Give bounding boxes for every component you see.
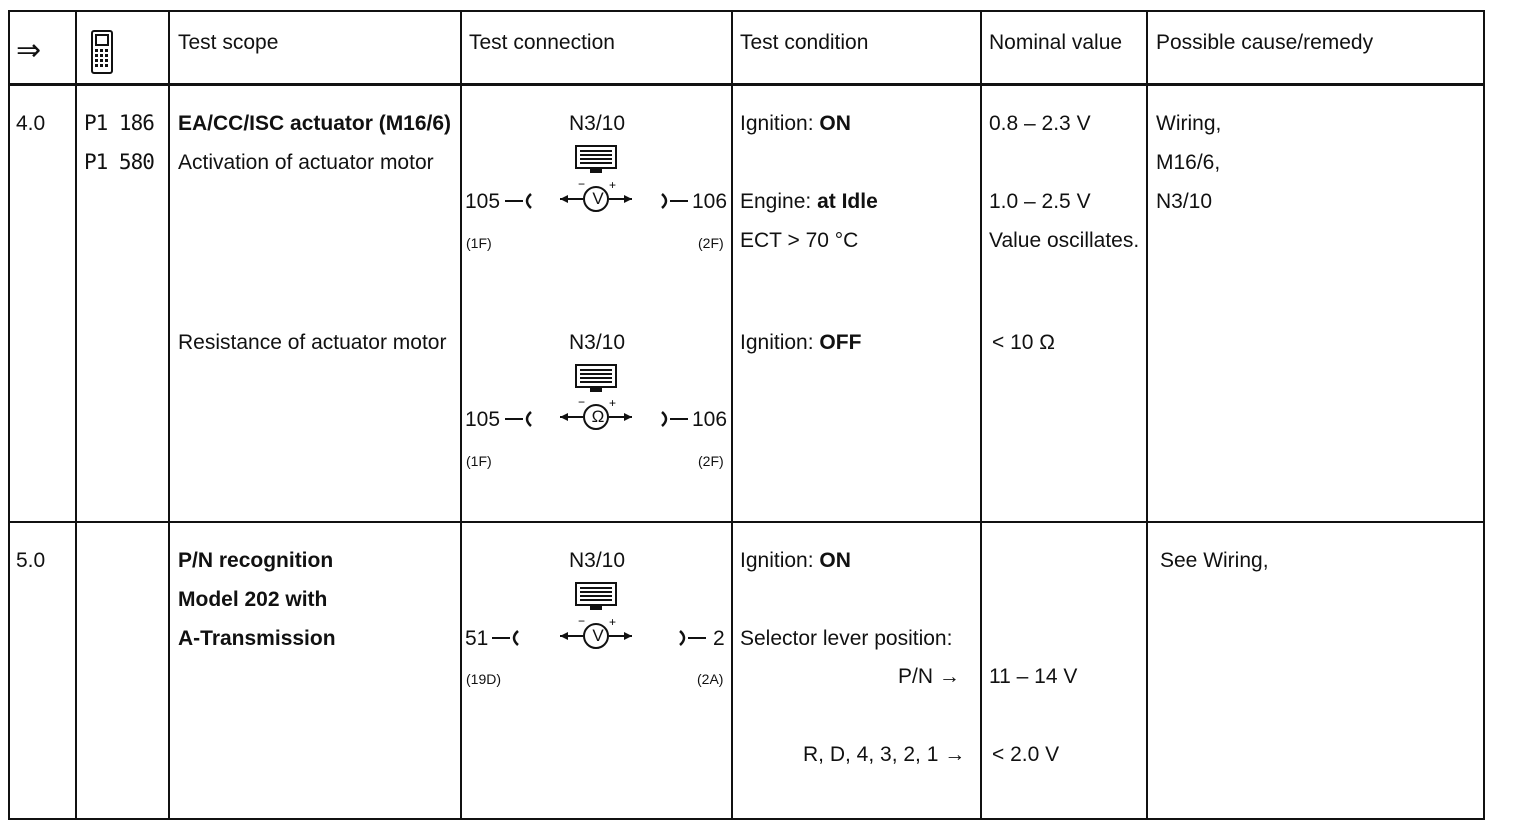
cause-text: M16/6,: [1156, 151, 1221, 174]
probe-right-icon: [658, 191, 688, 211]
header-test-condition: Test condition: [740, 31, 869, 54]
condition-line: [740, 550, 851, 571]
condition-line: R, D, 4, 3, 2, 1 →: [803, 743, 966, 766]
pin-right: 106: [692, 408, 728, 431]
header-test-scope: Test scope: [178, 31, 279, 54]
table-border-bottom: [8, 818, 1485, 820]
header-nominal-value: Nominal value: [989, 31, 1123, 54]
header-test-connection: Test connection: [469, 31, 615, 54]
pin-right: 106: [692, 190, 728, 213]
svg-text:−: −: [578, 398, 586, 409]
connector-label: N3/10: [569, 331, 626, 354]
scope-text: Activation of actuator motor: [178, 151, 434, 174]
pin-left: 105: [465, 190, 501, 213]
pin-left: 105: [465, 408, 501, 431]
probe-left-icon: [505, 191, 535, 211]
scope-title: Model 202 with: [178, 588, 328, 611]
header-possible-cause: Possible cause/remedy: [1156, 31, 1374, 54]
condition-line: P/N →: [898, 665, 960, 688]
connector-box-icon: [574, 581, 618, 611]
condition-value: OFF: [819, 331, 862, 354]
nominal-value: 1.0 – 2.5 V: [989, 190, 1091, 213]
header-arrow: ⇒: [16, 34, 42, 67]
svg-text:−: −: [578, 617, 586, 628]
svg-text:−: −: [578, 180, 586, 191]
col-line-0: [8, 10, 10, 820]
row-divider: [8, 521, 1485, 523]
condition-label: ECT: [740, 229, 782, 252]
condition-line: [740, 332, 861, 353]
pin-right-sub: (2A): [697, 671, 724, 687]
condition-label: Ignition:: [740, 112, 814, 135]
svg-text:+: +: [609, 617, 617, 629]
probe-left-icon: [505, 409, 535, 429]
condition-line: [740, 191, 878, 212]
col-line-2: [168, 10, 170, 820]
step-number: 5.0: [16, 549, 46, 572]
nominal-value: 11 – 14 V: [989, 665, 1078, 688]
condition-value: ON: [819, 549, 851, 572]
condition-line: Selector lever position:: [740, 627, 953, 650]
condition-line: [740, 113, 851, 134]
condition-value: > 70 °C: [787, 229, 859, 252]
connector-label: N3/10: [569, 112, 626, 135]
fault-code: P1 186: [84, 111, 154, 135]
svg-text:+: +: [609, 180, 617, 192]
pin-left: 51: [465, 627, 489, 650]
scope-title: EA/CC/ISC actuator (M16/6): [178, 112, 452, 135]
nominal-value: 0.8 – 2.3 V: [989, 112, 1091, 135]
col-line-3: [460, 10, 462, 820]
fault-code: P1 580: [84, 150, 154, 174]
cause-text: See Wiring,: [1160, 549, 1269, 572]
pin-right-sub: (2F): [698, 235, 724, 251]
scope-title: A-Transmission: [178, 627, 336, 650]
condition-value: at Idle: [817, 190, 878, 213]
pin-left-sub: (19D): [466, 671, 502, 687]
condition-value: ON: [819, 112, 851, 135]
cause-text: N3/10: [1156, 190, 1213, 213]
col-line-5: [980, 10, 982, 820]
meter-symbol: Ω: [591, 407, 605, 426]
table-border-top: [8, 10, 1485, 12]
condition-label: Ignition:: [740, 549, 814, 572]
scope-title: P/N recognition: [178, 549, 334, 572]
condition-label: Ignition:: [740, 331, 814, 354]
probe-left-icon: [492, 628, 522, 648]
svg-text:+: +: [609, 398, 617, 410]
condition-label: Engine:: [740, 190, 812, 213]
cause-text: Wiring,: [1156, 112, 1222, 135]
connector-label: N3/10: [569, 549, 626, 572]
header-divider: [8, 83, 1485, 86]
col-line-1: [75, 10, 77, 820]
nominal-value: < 2.0 V: [992, 743, 1060, 766]
scope-text: Resistance of actuator motor: [178, 331, 447, 354]
col-line-7: [1483, 10, 1485, 820]
meter-symbol: V: [592, 626, 604, 645]
nominal-value: < 10 Ω: [992, 331, 1055, 354]
nominal-value: Value oscillates.: [989, 229, 1140, 252]
pin-right-sub: (2F): [698, 453, 724, 469]
pin-right: 2: [713, 627, 725, 650]
hand-held-tester-icon: [91, 30, 113, 74]
connector-box-icon: [574, 144, 618, 174]
probe-right-icon: [676, 628, 706, 648]
step-number: 4.0: [16, 112, 46, 135]
col-line-6: [1146, 10, 1148, 820]
connector-box-icon: [574, 363, 618, 393]
pin-left-sub: (1F): [466, 235, 492, 251]
condition-line: [740, 230, 858, 251]
meter-symbol: V: [592, 189, 604, 208]
probe-right-icon: [658, 409, 688, 429]
col-line-4: [731, 10, 733, 820]
pin-left-sub: (1F): [466, 453, 492, 469]
